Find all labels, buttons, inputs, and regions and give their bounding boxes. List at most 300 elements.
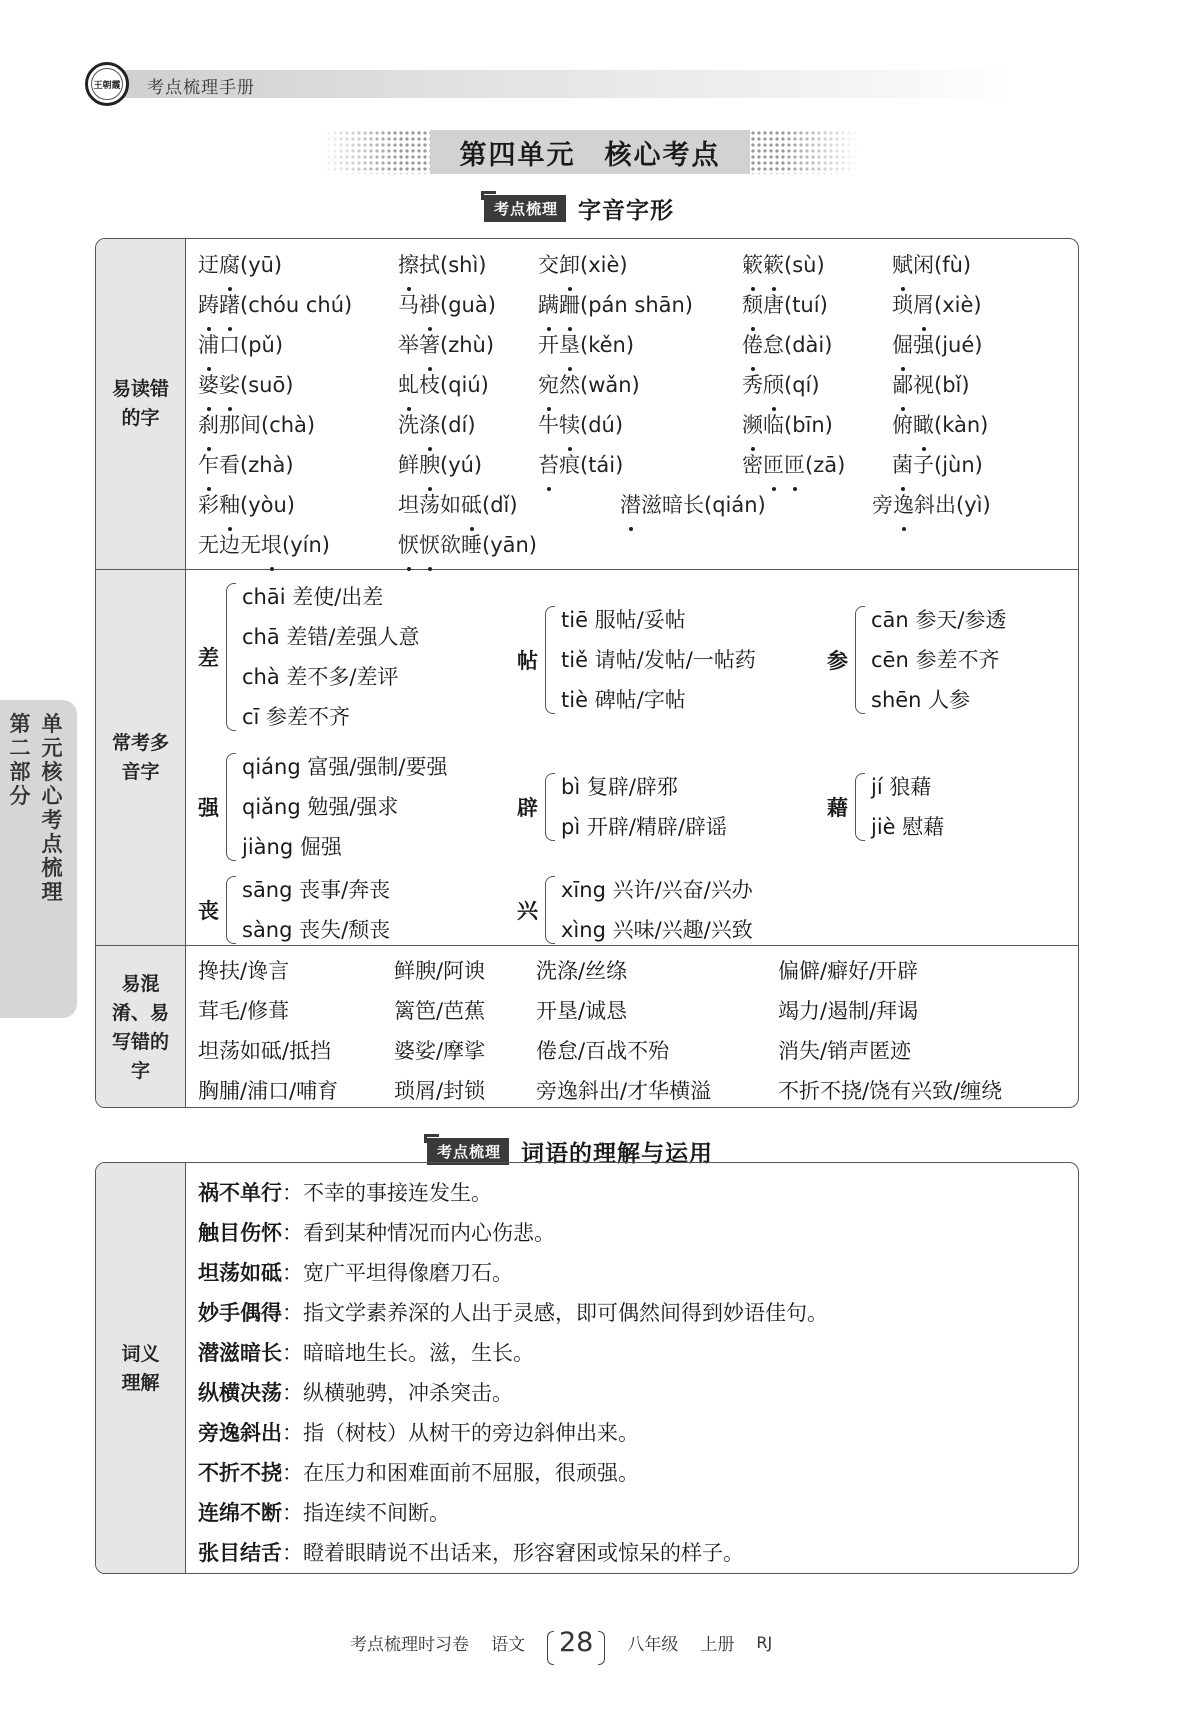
misread-word [198,405,315,445]
side-chapter-tab [0,700,77,1018]
pronunciation-table [95,238,1079,1108]
footer-edition: RJ [756,1632,773,1652]
misread-word [398,365,489,405]
definition-list [198,1173,828,1573]
word-plain: 斜出 [914,493,956,517]
word-dotted [398,533,440,557]
word-dotted [419,333,440,357]
dotted-char: 恹 [398,525,419,565]
dotted-char: 恹 [419,525,440,565]
word-plain: 鲜 [398,453,419,477]
pinyin: (zā) [805,453,846,477]
word-dotted [198,453,219,477]
pinyin: (sù) [784,253,825,277]
confusable-set: 茸毛/修葺 [198,999,290,1023]
misread-word [892,285,982,325]
polyphonic-char: 兴 [517,899,538,923]
word-plain: 迂 [198,253,219,277]
misread-word [198,445,294,485]
word-plain: 临 [763,413,784,437]
definition-term: 连绵不断 [198,1501,282,1525]
dotted-char: 屑 [913,285,934,325]
section-heading-pronunciation [484,192,674,225]
word-plain: 枝 [419,373,440,397]
pinyin: (guà) [440,293,496,317]
definition-text: 不幸的事接连发生。 [303,1181,492,1205]
header-title: 考点梳理手册 [147,78,255,98]
word-dotted [893,493,914,517]
definition-row [198,1373,828,1413]
label-polyphonic [96,570,186,945]
definition-row [198,1253,828,1293]
definition-term: 祸不单行 [198,1181,282,1205]
dotted-char: 釉 [219,485,240,525]
dotted-char: 濒 [742,405,763,445]
misread-word [742,365,820,405]
pinyin: (kàn) [934,413,989,437]
side-tab-chapter: 单元核心考点梳理 [41,712,63,904]
dotted-char: 躇 [219,285,240,325]
confusable-set: 洗涤/丝绦 [536,959,628,983]
brace-mark [545,876,555,944]
misread-word [538,445,623,485]
confusable-set: 搀扶/谗言 [198,959,290,983]
word-dotted [419,413,440,437]
dither-decoration-right [750,130,860,174]
word-plain: 彩 [198,493,219,517]
polyphonic-char: 丧 [198,899,219,923]
pinyin: (jué) [934,333,983,357]
word-dotted [198,413,219,437]
unit-title-banner [320,130,860,174]
word-plain: 口 [219,333,240,357]
misread-word [198,485,295,525]
dotted-char: 婆 [198,365,219,405]
definition-text: 暗暗地生长。滋，生长。 [303,1341,534,1365]
pinyin: (yòu) [240,493,295,517]
misread-word [892,365,970,405]
pinyin: (wǎn) [580,373,640,397]
word-dotted [419,293,440,317]
misread-word [742,405,833,445]
misread-word [538,245,628,285]
dotted-char: 匝 [784,445,805,485]
reading-list [871,767,944,847]
misread-word [398,485,518,525]
pinyin: (tuí) [784,293,828,317]
word-dotted [892,333,913,357]
pinyin: (zhà) [240,453,294,477]
dotted-char: 瞰 [913,405,934,445]
row-divider [96,569,1078,570]
label-easy-misread [96,239,186,569]
pinyin: (yín) [282,533,330,557]
reading-line: shēn 人参 [871,688,971,712]
misread-word [742,245,825,285]
word-plain: 马 [398,293,419,317]
word-plain: 牛 [538,413,559,437]
dotted-char: 踌 [198,285,219,325]
word-dotted [763,373,784,397]
definition-colon: ： [282,1341,303,1365]
word-dotted [398,253,419,277]
pinyin: (qián) [704,493,766,517]
reading-line: jiè 慰藉 [871,815,945,839]
polyphonic-group [517,870,753,950]
word-plain: 拭 [419,253,440,277]
pinyin: (qí) [784,373,820,397]
word-dotted [763,453,805,477]
polyphonic-char: 差 [198,646,219,670]
dotted-char: 刹 [198,405,219,445]
section-name: 字音字形 [578,198,675,224]
dotted-char: 倔 [892,325,913,365]
misread-word [398,325,494,365]
confusable-set: 胸脯/浦口/哺育 [198,1079,339,1103]
word-dotted [538,293,580,317]
confusable-set: 坦荡如砥/抵挡 [198,1039,332,1063]
publisher-logo [85,62,129,106]
pinyin: (bīn) [784,413,833,437]
pinyin: (zhù) [440,333,495,357]
dotted-char: 倦 [742,325,763,365]
definition-text: 指连续不间断。 [303,1501,450,1525]
pinyin: (jùn) [934,453,983,477]
reading-list [242,747,448,867]
footer-subject: 语文 [491,1634,525,1655]
brace-mark [226,753,236,861]
polyphonic-group [198,747,448,867]
dotted-char: 蹒 [538,285,559,325]
pinyin: (bǐ) [934,373,970,397]
confusable-set: 倦怠/百战不殆 [536,1039,670,1063]
reading-list [871,600,1006,720]
misread-word [198,325,283,365]
definition-row [198,1533,828,1573]
word-dotted [559,333,580,357]
polyphonic-char: 强 [198,796,219,820]
pinyin: (dǐ) [482,493,518,517]
definition-text: 指文学素养深的人出于灵感，即可偶然间得到妙语佳句。 [303,1301,828,1325]
dotted-char: 宛 [538,365,559,405]
pinyin: (yū) [240,253,283,277]
dotted-char: 箸 [419,325,440,365]
word-dotted [892,253,913,277]
definition-colon: ： [282,1501,303,1525]
footer-grade: 八年级 [627,1634,679,1655]
vocabulary-table [95,1162,1079,1574]
pinyin: (tái) [580,453,624,477]
definition-row [198,1413,828,1453]
confusable-set: 开垦/诚恳 [536,999,628,1023]
definition-text: 指（树枝）从树干的旁边斜伸出来。 [303,1421,639,1445]
word-dotted [742,413,763,437]
word-plain: 坦荡如 [398,493,461,517]
reading-line: pì 开辟/精辟/辟谣 [561,815,727,839]
reading-list [561,767,727,847]
label-text: 常考多音字 [111,731,169,783]
misread-word [198,285,352,325]
dotted-char: 犊 [559,405,580,445]
pinyin: (pǔ) [240,333,284,357]
confusable-set: 婆娑/摩挲 [394,1039,486,1063]
definition-colon: ： [282,1221,303,1245]
reading-line: qiǎng 勉强/强求 [242,795,399,819]
dotted-char: 颓 [742,285,763,325]
dotted-char: 娑 [219,365,240,405]
reading-line: xìng 兴味/兴趣/兴致 [561,918,753,942]
reading-line: cī 参差不齐 [242,705,351,729]
label-text: 易读错的字 [111,378,169,429]
reading-line: jí 狼藉 [871,775,932,799]
brace-mark [226,876,236,944]
definition-term: 触目伤怀 [198,1221,282,1245]
definition-term: 纵横决荡 [198,1381,282,1405]
label-confusable [96,946,186,1108]
reading-line: cēn 参差不齐 [871,648,1000,672]
confusable-set: 篱笆/芭蕉 [394,999,486,1023]
definition-text: 看到某种情况而内心伤悲。 [303,1221,555,1245]
dither-decoration-left [320,130,430,174]
definition-term: 潜滋暗长 [198,1341,282,1365]
misread-word [892,245,971,285]
misread-word [398,405,476,445]
reading-list [561,870,753,950]
definition-row [198,1293,828,1333]
dotted-char: 匝 [763,445,784,485]
unit-title-box [430,130,750,174]
definition-text: 宽广平坦得像磨刀石。 [303,1261,513,1285]
label-word-meaning [96,1163,186,1574]
section-tag: 考点梳理 [484,195,566,222]
page-footer [350,1620,800,1664]
word-dotted [913,293,934,317]
word-plain: 那间 [219,413,261,437]
word-plain: 俯 [892,413,913,437]
section-tag: 考点梳理 [427,1138,509,1165]
misread-word [742,445,845,485]
word-plain: 然 [559,373,580,397]
dotted-char: 浦 [198,325,219,365]
polyphonic-group [198,870,390,950]
unit-title: 第四单元 核心考点 [459,139,721,171]
definition-colon: ： [282,1421,303,1445]
word-dotted [198,373,240,397]
polyphonic-char: 藉 [827,796,848,820]
dotted-char: 颀 [763,365,784,405]
polyphonic-group [198,577,419,737]
reading-line: chà 差不多/差评 [242,665,399,689]
pinyin: (dí) [440,413,476,437]
word-plain: 密 [742,453,763,477]
polyphonic-group [517,767,727,847]
definition-row [198,1213,828,1253]
polyphonic-char: 辟 [517,796,538,820]
dotted-char: 菌 [892,445,913,485]
word-plain: 秀 [742,373,763,397]
word-dotted [742,333,763,357]
definition-row [198,1333,828,1373]
definition-row [198,1173,828,1213]
brace-mark [545,606,555,714]
misread-word [398,525,537,565]
misread-word [538,365,640,405]
brace-mark [855,606,865,714]
pinyin: (chóu chú) [240,293,353,317]
dotted-char: 涤 [419,405,440,445]
reading-line: xīng 兴许/兴奋/兴办 [561,878,753,902]
dotted-char: 苔 [538,445,559,485]
word-plain: 无边无 [198,533,261,557]
dotted-char: 乍 [198,445,219,485]
definition-term: 不折不挠 [198,1461,282,1485]
word-dotted [620,493,641,517]
word-dotted [419,453,440,477]
word-plain: 洗 [398,413,419,437]
label-text: 易混淆、易写错的字 [111,972,169,1082]
word-plain: 闲 [913,253,934,277]
misread-word [892,325,982,365]
misread-word [742,285,828,325]
dotted-char: 跚 [559,285,580,325]
word-plain: 举 [398,333,419,357]
dotted-char: 虬 [398,365,419,405]
footer-book: 考点梳理时习卷 [350,1634,469,1655]
reading-line: chāi 差使/出差 [242,585,384,609]
word-dotted [913,413,934,437]
pinyin: (xiè) [934,293,982,317]
side-tab-part: 第二部分 [9,712,31,808]
logo-text: 王朝霞 [91,68,123,100]
pinyin: (suō) [240,373,294,397]
word-dotted [461,493,482,517]
definition-colon: ： [282,1541,303,1565]
dotted-char: 垦 [559,325,580,365]
word-dotted [559,413,580,437]
reading-line: qiáng 富强/强制/要强 [242,755,448,779]
definition-text: 瞪着眼睛说不出话来，形容窘困或惊呆的样子。 [303,1541,744,1565]
reading-list [242,577,419,737]
word-dotted [219,253,240,277]
word-plain: 唐 [763,293,784,317]
pinyin: (kěn) [580,333,635,357]
dotted-char: 潜 [620,485,641,525]
pinyin: (yì) [956,493,991,517]
misread-word [398,245,486,285]
word-plain: 怠 [763,333,784,357]
footer-volume: 上册 [700,1634,735,1655]
definition-row [198,1493,828,1533]
dotted-char: 垠 [261,525,282,565]
reading-line: tiě 请帖/发帖/一帖药 [561,648,756,672]
confusable-set: 偏僻/癖好/开辟 [778,959,919,983]
reading-list [561,600,756,720]
brace-mark [226,583,236,731]
brace-mark [855,773,865,841]
word-plain: 子 [913,453,934,477]
reading-line: cān 参天/参透 [871,608,1007,632]
dotted-char: 赋 [892,245,913,285]
page-header [85,62,1015,102]
word-plain: 视 [913,373,934,397]
polyphonic-group [517,600,756,720]
pinyin: (dài) [784,333,833,357]
confusable-set: 鲜腴/阿谀 [394,959,486,983]
word-dotted [398,373,419,397]
misread-word [892,405,988,445]
pinyin: (chà) [261,413,316,437]
definition-colon: ： [282,1261,303,1285]
dotted-char: 腴 [419,445,440,485]
word-plain: 痕 [559,453,580,477]
definition-colon: ： [282,1461,303,1485]
polyphonic-char: 帖 [517,649,538,673]
word-plain: 交 [538,253,559,277]
pinyin: (yú) [440,453,483,477]
definition-text: 在压力和困难面前不屈服，很顽强。 [303,1461,639,1485]
word-dotted [538,373,559,397]
reading-line: sāng 丧事/奔丧 [242,878,391,902]
definition-term: 妙手偶得 [198,1301,282,1325]
word-plain: 滋暗长 [641,493,704,517]
definition-colon: ： [282,1181,303,1205]
definition-term: 坦荡如砥 [198,1261,282,1285]
pinyin: (fù) [934,253,972,277]
polyphonic-char: 参 [827,649,848,673]
dotted-char: 腐 [219,245,240,285]
word-plain: 开 [538,333,559,357]
word-plain: 琐 [892,293,913,317]
definition-term: 张目结舌 [198,1541,282,1565]
misread-word [198,365,293,405]
dotted-char: 褂 [419,285,440,325]
dotted-char: 簌 [742,245,763,285]
misread-word [538,325,634,365]
reading-line: sàng 丧失/颓丧 [242,918,391,942]
misread-word [620,485,766,525]
page-number: 28 [547,1627,605,1658]
reading-line: jiàng 倔强 [242,835,342,859]
reading-line: chā 差错/差强人意 [242,625,420,649]
word-dotted [198,333,219,357]
word-dotted [742,253,784,277]
misread-word [398,445,482,485]
dotted-char: 砥 [461,485,482,525]
definition-text: 纵横驰骋，冲杀突击。 [303,1381,513,1405]
polyphonic-group [827,767,944,847]
dotted-char: 逸 [893,485,914,525]
dotted-char: 簌 [763,245,784,285]
word-dotted [198,293,240,317]
definition-row [198,1453,828,1493]
misread-word [892,445,983,485]
misread-word [872,485,991,525]
misread-word [538,285,693,325]
misread-word [398,285,496,325]
word-plain: 欲睡 [440,533,482,557]
reading-list [242,870,390,950]
dotted-char: 卸 [559,245,580,285]
dotted-char: 擦 [398,245,419,285]
misread-word [538,405,623,445]
brace-mark [545,773,555,841]
pinyin: (shì) [440,253,487,277]
reading-line: tiē 服帖/妥帖 [561,608,686,632]
reading-line: tiè 碑帖/字帖 [561,688,686,712]
pinyin: (yān) [482,533,537,557]
misread-word [742,325,832,365]
word-plain: 看 [219,453,240,477]
